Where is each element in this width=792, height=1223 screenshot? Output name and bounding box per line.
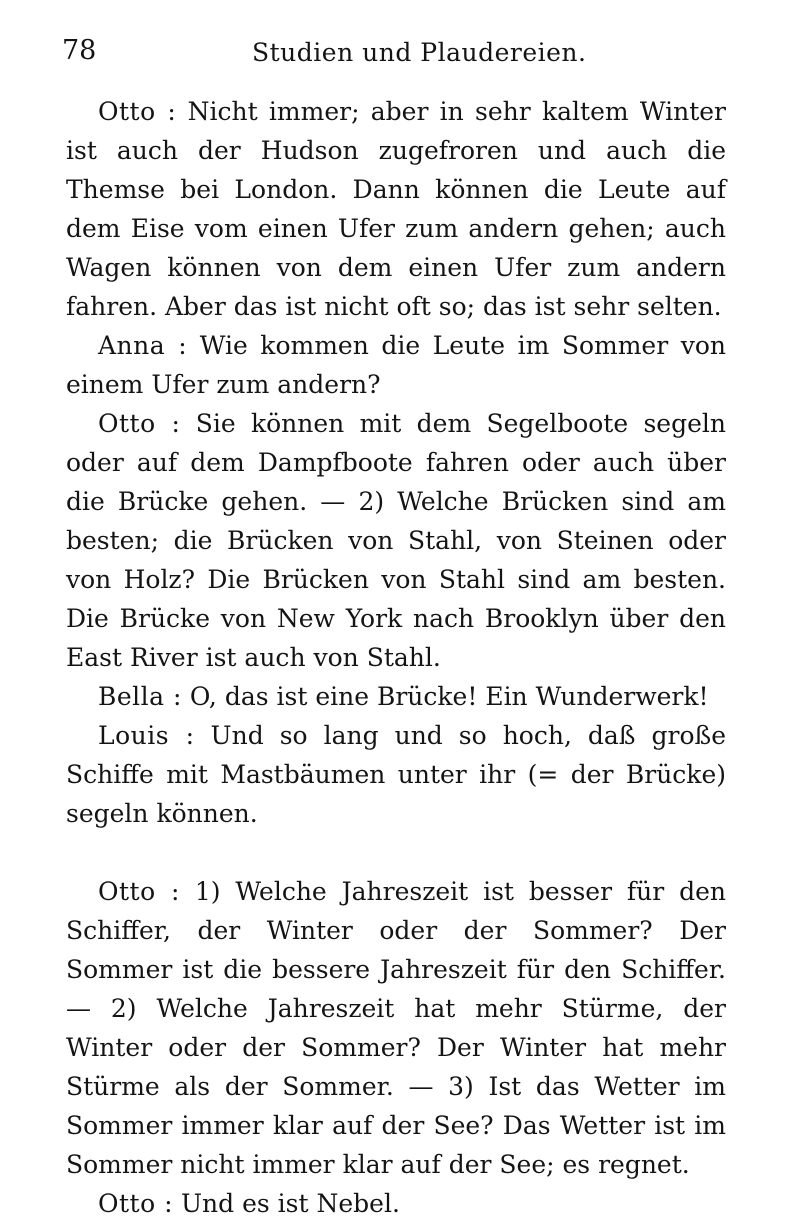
speaker-name: Bella : [98, 682, 182, 711]
dialogue-paragraph [66, 872, 726, 1184]
dialogue-paragraph [66, 716, 726, 833]
dialogue-text: Nicht immer; aber in sehr kaltem Winter ist auch der Hudson zugefroren und auch die Themse bei London. Dann können die Leute auf dem Eise vom einen Ufer zum andern gehen; auch Wagen können von dem einen Ufer zum andern fahren. Aber das ist nicht oft so; das ist sehr selten. [66, 97, 727, 321]
dialogue-text: Wie kommen die Leute im Sommer von einem Ufer zum andern? [66, 331, 727, 399]
dialogue-text: O, das ist eine Brücke! Ein Wunderwerk! [189, 682, 709, 711]
speaker-name: Louis : [98, 721, 195, 750]
dialogue-text: Sie können mit dem Segelboote segeln oder auf dem Dampfboote fahren oder auch über die Brücke gehen. — 2) Welche Brücken sind am besten; die Brücken von Stahl, von Steinen oder von Holz? Die Brücken von Stahl sind am besten. Die Brücke von New York nach Brooklyn über den East River ist auch von Stahl. [66, 409, 726, 672]
speaker-name: Anna : [98, 331, 188, 360]
dialogue-paragraph [66, 1184, 726, 1223]
dialogue-paragraph [66, 404, 726, 677]
dialogue-text: Und so lang und so hoch, daß große Schiffe mit Mastbäumen unter ihr (= der Brücke) segeln können. [66, 721, 727, 828]
speaker-name: Otto : [98, 877, 180, 906]
speaker-name: Otto : [98, 97, 177, 126]
dialogue-text: Und es ist Nebel. [180, 1189, 400, 1218]
speaker-name: Otto : [98, 1189, 174, 1218]
dialogue-paragraph [66, 92, 726, 326]
running-title: Studien und Plaudereien. [252, 38, 587, 67]
dialogue-text: 1) Welche Jahreszeit ist besser für den Schiffer, der Winter oder der Sommer? Der Sommer ist die bessere Jahreszeit für den Schiffer. — 2) Welche Jahreszeit hat mehr Stürme, der Winter oder der Sommer? Der Winter hat mehr Stürme als der Sommer. — 3) Ist das Wetter im Sommer immer klar auf der See? Das Wetter ist im Sommer nicht immer klar auf der See; es regnet. [66, 877, 727, 1179]
section-gap [66, 833, 726, 872]
body-text [66, 92, 726, 1223]
page-header [62, 34, 726, 74]
dialogue-paragraph [66, 677, 726, 716]
dialogue-paragraph [66, 326, 726, 404]
page-number: 78 [62, 35, 97, 66]
speaker-name: Otto : [98, 409, 181, 438]
